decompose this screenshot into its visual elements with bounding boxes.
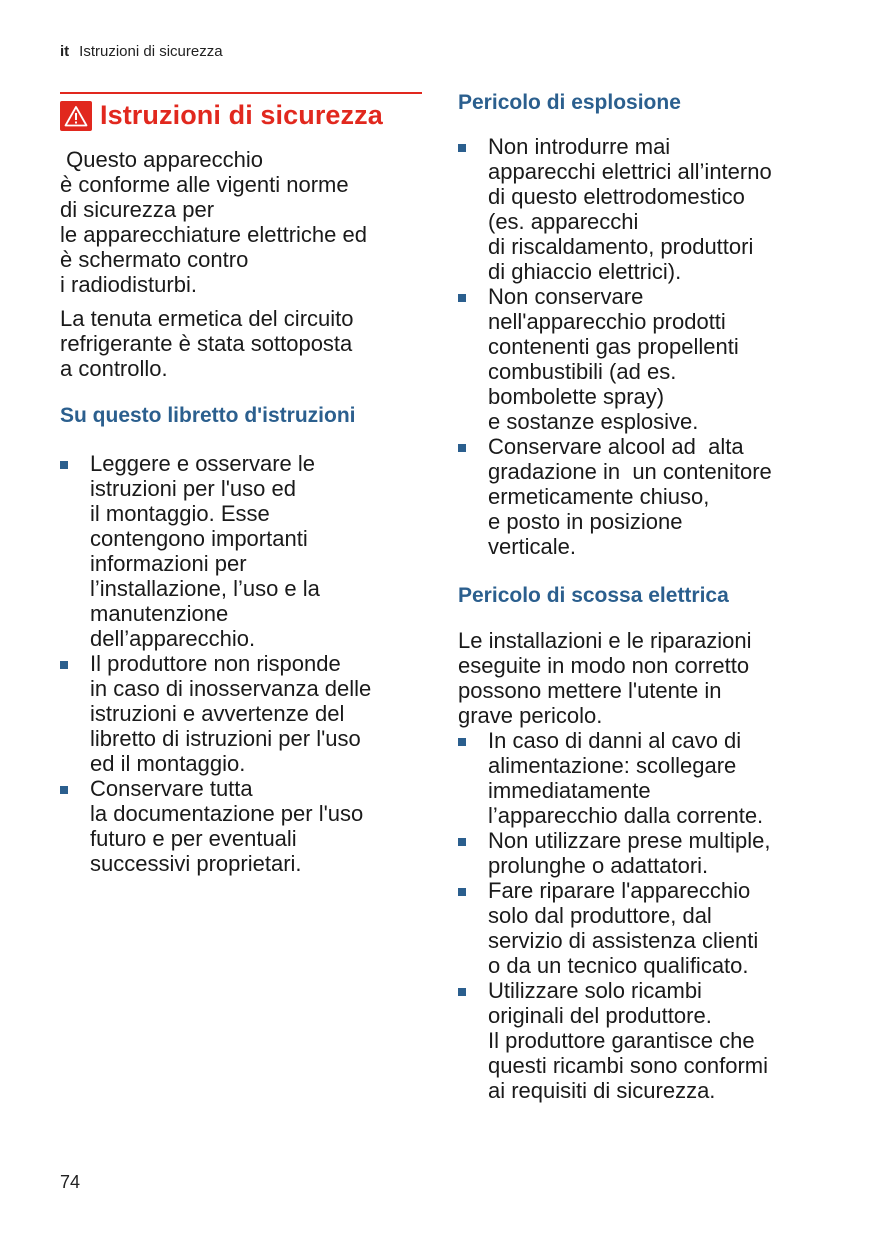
list-item bbox=[458, 134, 828, 284]
text-line: possono mettere l'utente in bbox=[458, 678, 722, 703]
section-title-electric-shock: Pericolo di scossa elettrica bbox=[458, 584, 729, 607]
list-item bbox=[60, 776, 422, 876]
text-line: bombolette spray) bbox=[488, 384, 665, 409]
text-line: i radiodisturbi. bbox=[60, 272, 197, 297]
circuit-paragraph bbox=[60, 306, 422, 381]
intro-paragraph bbox=[60, 147, 422, 297]
text-line: Leggere e osservare le bbox=[90, 451, 316, 476]
text-line: ed il montaggio. bbox=[90, 751, 246, 776]
text-line: o da un tecnico qualificato. bbox=[488, 953, 749, 978]
running-header-title: Istruzioni di sicurezza bbox=[79, 43, 223, 60]
text-line: contengono importanti bbox=[90, 526, 308, 551]
square-bullet-icon bbox=[60, 786, 68, 794]
square-bullet-icon bbox=[458, 738, 466, 746]
text-line: il montaggio. Esse bbox=[90, 501, 270, 526]
text-line: ai requisiti di sicurezza. bbox=[488, 1078, 716, 1103]
text-line: In caso di danni al cavo di bbox=[488, 728, 742, 753]
text-line: Fare riparare l'apparecchio bbox=[488, 878, 751, 903]
text-line: Non utilizzare prese multiple, bbox=[488, 828, 771, 853]
square-bullet-icon bbox=[458, 988, 466, 996]
text-line: refrigerante è stata sottoposta bbox=[60, 331, 353, 356]
text-line: a controllo. bbox=[60, 356, 168, 381]
text-line: successivi proprietari. bbox=[90, 851, 302, 876]
list-item bbox=[458, 878, 828, 978]
list-item bbox=[60, 451, 422, 651]
text-line: e sostanze esplosive. bbox=[488, 409, 699, 434]
square-bullet-icon bbox=[458, 444, 466, 452]
section-title-booklet: Su questo libretto d'istruzioni bbox=[60, 404, 356, 427]
text-line: l’apparecchio dalla corrente. bbox=[488, 803, 764, 828]
list-item bbox=[458, 978, 828, 1103]
text-line: è conforme alle vigenti norme bbox=[60, 172, 349, 197]
square-bullet-icon bbox=[60, 661, 68, 669]
text-line: Il produttore garantisce che bbox=[488, 1028, 755, 1053]
text-line: combustibili (ad es. bbox=[488, 359, 677, 384]
text-line: libretto di istruzioni per l'uso bbox=[90, 726, 361, 751]
text-line: e posto in posizione bbox=[488, 509, 683, 534]
text-line: gradazione in un contenitore bbox=[488, 459, 772, 484]
text-line: grave pericolo. bbox=[458, 703, 603, 728]
shock-list bbox=[458, 728, 828, 1103]
text-line: alimentazione: scollegare bbox=[488, 753, 737, 778]
text-line: di riscaldamento, produttori bbox=[488, 234, 754, 259]
list-item bbox=[60, 651, 422, 776]
text-line: solo dal produttore, dal bbox=[488, 903, 712, 928]
section-title-explosion: Pericolo di esplosione bbox=[458, 91, 681, 114]
text-line: Utilizzare solo ricambi bbox=[488, 978, 702, 1003]
text-line: nell'apparecchio prodotti bbox=[488, 309, 726, 334]
square-bullet-icon bbox=[458, 888, 466, 896]
text-line: la documentazione per l'uso bbox=[90, 801, 364, 826]
running-header bbox=[60, 43, 223, 60]
square-bullet-icon bbox=[60, 461, 68, 469]
text-line: di sicurezza per bbox=[60, 197, 215, 222]
text-line: Le installazioni e le riparazioni bbox=[458, 628, 752, 653]
text-line: La tenuta ermetica del circuito bbox=[60, 306, 354, 331]
text-line: di ghiaccio elettrici). bbox=[488, 259, 682, 284]
page-number: 74 bbox=[60, 1172, 81, 1192]
text-line: Non introdurre mai bbox=[488, 134, 671, 159]
language-code: it bbox=[60, 43, 70, 60]
text-line: questi ricambi sono conformi bbox=[488, 1053, 769, 1078]
text-line: di questo elettrodomestico bbox=[488, 184, 745, 209]
text-line: servizio di assistenza clienti bbox=[488, 928, 759, 953]
list-item bbox=[458, 284, 828, 434]
square-bullet-icon bbox=[458, 838, 466, 846]
text-line: in caso di inosservanza delle bbox=[90, 676, 372, 701]
list-item bbox=[458, 828, 828, 878]
page-title-block bbox=[60, 92, 422, 131]
text-line: prolunghe o adattatori. bbox=[488, 853, 709, 878]
text-line: ermeticamente chiuso, bbox=[488, 484, 710, 509]
text-line: futuro e per eventuali bbox=[90, 826, 297, 851]
text-line: dell’apparecchio. bbox=[90, 626, 256, 651]
square-bullet-icon bbox=[458, 144, 466, 152]
text-line: Conservare tutta bbox=[90, 776, 253, 801]
text-line: originali del produttore. bbox=[488, 1003, 712, 1028]
text-line: le apparecchiature elettriche ed bbox=[60, 222, 367, 247]
text-line: è schermato contro bbox=[60, 247, 249, 272]
text-line: apparecchi elettrici all’interno bbox=[488, 159, 772, 184]
text-line: istruzioni e avvertenze del bbox=[90, 701, 345, 726]
text-line: Conservare alcool ad alta bbox=[488, 434, 744, 459]
explosion-list bbox=[458, 134, 828, 559]
text-line: Il produttore non risponde bbox=[90, 651, 341, 676]
text-line: Questo apparecchio bbox=[60, 147, 264, 172]
text-line: immediatamente bbox=[488, 778, 651, 803]
booklet-list bbox=[60, 451, 422, 876]
text-line: Non conservare bbox=[488, 284, 644, 309]
text-line: eseguite in modo non corretto bbox=[458, 653, 750, 678]
square-bullet-icon bbox=[458, 294, 466, 302]
text-line: l’installazione, l’uso e la bbox=[90, 576, 320, 601]
list-item bbox=[458, 434, 828, 559]
text-line: verticale. bbox=[488, 534, 577, 559]
page-title: Istruzioni di sicurezza bbox=[100, 100, 383, 130]
text-line: contenenti gas propellenti bbox=[488, 334, 739, 359]
text-line: istruzioni per l'uso ed bbox=[90, 476, 296, 501]
text-line: (es. apparecchi bbox=[488, 209, 639, 234]
warning-triangle-icon bbox=[60, 101, 92, 131]
text-line: manutenzione bbox=[90, 601, 229, 626]
list-item bbox=[458, 728, 828, 828]
text-line: informazioni per bbox=[90, 551, 247, 576]
shock-intro-paragraph bbox=[458, 628, 828, 728]
